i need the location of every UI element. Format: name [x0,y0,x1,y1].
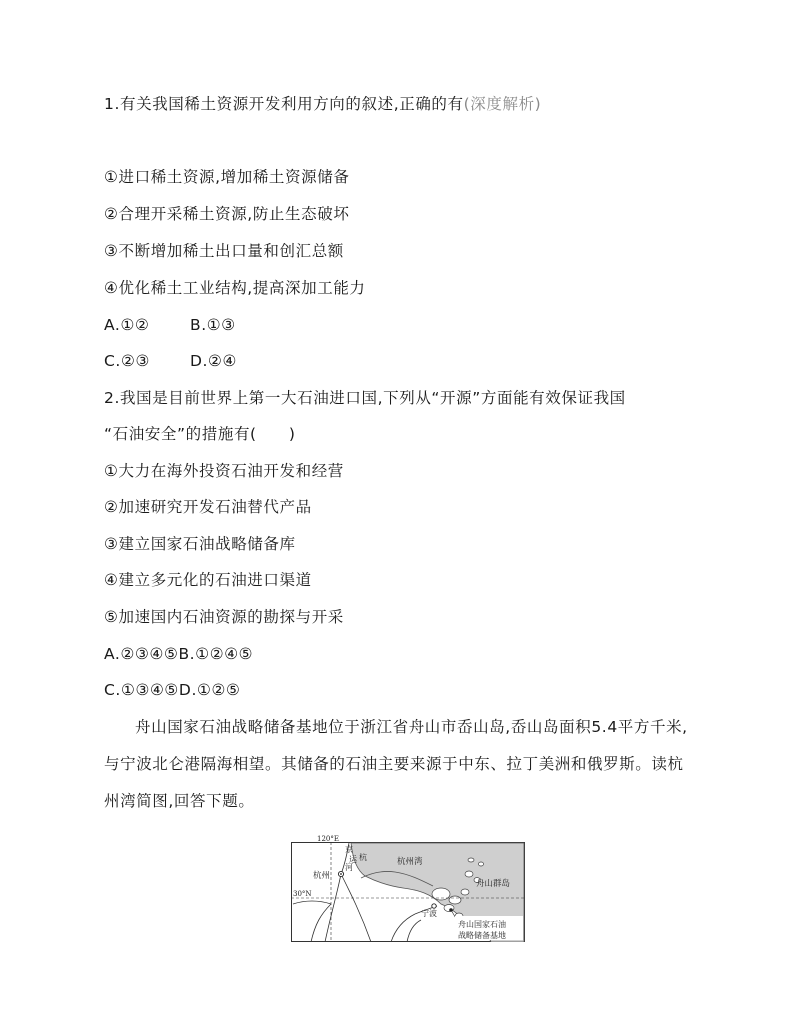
base-label-line2: 战略储备基地 [458,931,506,940]
base-label-line1: 舟山国家石油 [458,920,506,929]
canal-label-hang: 杭 [359,853,367,862]
q2-stem-line-1: 2.我国是目前世界上第一大石油进口国,下列从“开源”方面能有效保证我国 [104,389,626,407]
hangzhou-label: 杭州 [313,871,331,881]
q1-item-4: ④优化稀土工业结构,提高深加工能力 [104,279,366,297]
q1-item-3: ③不断增加稀土出口量和创汇总额 [104,242,344,260]
ningbo-city-marker [432,904,436,908]
q1-stem-line [104,94,541,114]
q2-item-4: ④建立多元化的石油进口渠道 [104,571,312,589]
q2-item-2: ②加速研究开发石油替代产品 [104,498,312,516]
q2-item-3: ③建立国家石油战略储备库 [104,535,296,553]
q2-item-1: ①大力在海外投资石油开发和经营 [104,462,344,480]
q2-item-5: ⑤加速国内石油资源的勘探与开采 [104,608,344,626]
islands-label: 舟山群岛 [476,879,511,889]
q1-item-1: ①进口稀土资源,增加稀土资源储备 [104,168,350,186]
q1-option-b: B.①③ [190,316,236,334]
q1-option-d: D.②④ [190,352,238,370]
q1-hint-link[interactable]: (深度解析) [463,95,542,113]
bay-label: 杭州湾 [397,857,423,867]
canal-label-jing: 京 [345,845,353,854]
q2-options-ab: A.②③④⑤B.①②④⑤ [104,645,254,663]
hangzhou-city-dot [340,873,342,875]
lat-label: 30°N [293,890,312,898]
canal-label-he: 河 [345,863,353,872]
canal-label-yun: 运 [349,855,357,864]
map-svg [291,834,525,942]
q2-stem-line-2: “石油安全”的措施有( ) [104,425,296,443]
q1-option-a: A.①② [104,316,150,334]
hangzhou-bay-map [291,834,525,942]
q1-item-2: ②合理开采稀土资源,防止生态破坏 [104,205,350,223]
passage-paragraph [104,709,694,820]
q1-options-row-1 [104,315,236,335]
q1-option-c: C.②③ [104,352,150,370]
q1-stem: 1.有关我国稀土资源开发利用方向的叙述,正确的有 [104,95,464,113]
lon-label: 120°E [317,835,339,843]
passage-text: 舟山国家石油战略储备基地位于浙江省舟山市岙山岛,岙山岛面积5.4平方千米,与宁波北仑港隔海相望。其储备的石油主要来源于中东、拉丁美洲和俄罗斯。读杭州湾简图,回答下题。 [104,718,688,810]
q2-options-cd: C.①③④⑤D.①②⑤ [104,681,241,699]
ningbo-label: 宁波 [421,909,437,918]
q1-options-row-2 [104,351,238,371]
